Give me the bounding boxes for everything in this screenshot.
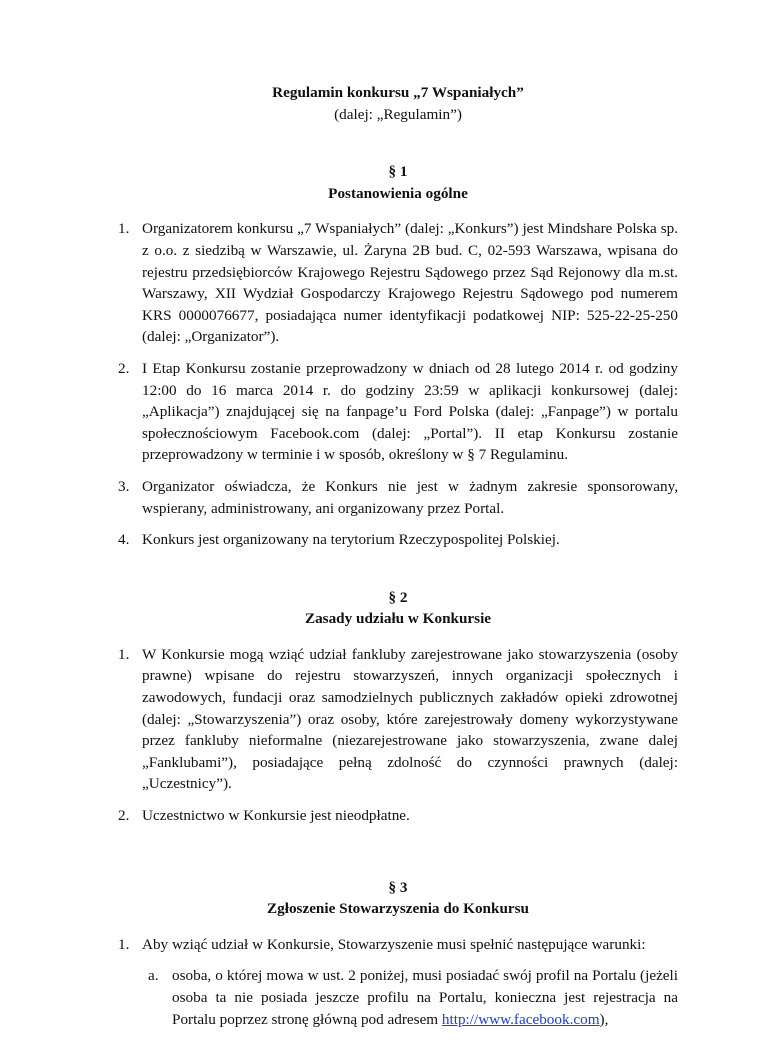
- list-item: [118, 476, 678, 519]
- section-3-list: [118, 934, 678, 1030]
- document-title: Regulamin konkursu „7 Wspaniałych”: [272, 84, 524, 101]
- section-number: § 2: [388, 588, 408, 606]
- item-number: 2.: [118, 807, 130, 825]
- item-text: Organizator oświadcza, że Konkurs nie jest w żadnym zakresie sponsorowany, wspierany, administrowany, ani organizowany przez Portal.: [142, 477, 678, 517]
- item-number: 3.: [118, 477, 130, 495]
- item-number: 4.: [118, 531, 130, 549]
- section-number: § 1: [388, 163, 408, 181]
- item-text: Aby wziąć udział w Konkursie, Stowarzyszenie musi spełnić następujące warunki:: [142, 935, 646, 953]
- facebook-link[interactable]: http://www.facebook.com: [441, 1010, 600, 1028]
- list-item: [118, 805, 678, 827]
- section-heading: Postanowienia ogólne: [328, 184, 468, 202]
- list-item: [118, 358, 678, 466]
- item-number: 1.: [118, 935, 130, 953]
- item-text: I Etap Konkursu zostanie przeprowadzony w dniach od 28 lutego 2014 r. od godziny 12:00 do 16 marca 2014 r. do godziny 23:59 w aplikacji konkursowej (dalej: „Aplikacja”) znajdującej się na fanpage’u Ford Polska (dalej: „Fanpage”) w portalu społecznościowym Facebook.com (dalej: „Portal”). II etap Konkursu zostanie przeprowadzony w terminie i w sposób, określony w § 7 Regulaminu.: [142, 359, 678, 464]
- document-page: [118, 82, 678, 1040]
- list-item: [118, 218, 678, 348]
- item-text: Uczestnictwo w Konkursie jest nieodpłatne.: [142, 807, 410, 825]
- document-header: [118, 82, 678, 125]
- item-text-end: ),: [599, 1010, 609, 1028]
- item-number: 2.: [118, 359, 130, 377]
- sub-list: [142, 965, 678, 1030]
- section-heading: Zgłoszenie Stowarzyszenia do Konkursu: [267, 900, 529, 918]
- section-heading: Zasady udziału w Konkursie: [304, 610, 492, 628]
- section-number: § 3: [388, 878, 408, 896]
- item-text: Konkurs jest organizowany na terytorium Rzeczypospolitej Polskiej.: [142, 531, 560, 549]
- item-letter: a.: [148, 967, 159, 985]
- section-3: [118, 877, 678, 1031]
- item-number: 1.: [118, 645, 130, 663]
- item-number: 1.: [118, 220, 130, 238]
- item-text: W Konkursie mogą wziąć udział fankluby zarejestrowane jako stowarzyszenia (osoby prawne) wpisane do rejestru stowarzyszeń, innych organizacji społecznych i zawodowych, fundacji oraz samodzielnych publicznych zakładów opieki zdrowotnej (dalej: „Stowarzyszenia”) oraz osoby, które zarejestrowały domeny wykorzystywane przez fankluby nieformalne (niezarejestrowane jako stowarzyszenia, zwane dalej „Fanklubami”), posiadające pełną zdolność do czynności prawnych (dalej: „Uczestnicy”).: [142, 645, 678, 793]
- sub-list-item: [148, 965, 678, 1030]
- list-item: [118, 934, 678, 1030]
- document-subtitle: (dalej: „Regulamin”): [334, 105, 462, 123]
- item-text: osoba, o której mowa w ust. 2 poniżej, musi posiadać swój profil na Portalu (jeżeli osoba ta nie posiada jeszcze profilu na Portalu, konieczna jest rejestracja na Portalu poprzez stronę główną pod adresem: [172, 967, 678, 1028]
- section-2: [118, 587, 678, 827]
- item-text: Organizatorem konkursu „7 Wspaniałych” (dalej: „Konkurs”) jest Mindshare Polska sp. z o.o. z siedzibą w Warszawie, ul. Żaryna 2B bud. C, 02-593 Warszawa, wpisana do rejestru przedsiębiorców Krajowego Rejestru Sądowego przez Sąd Rejonowy dla m.st. Warszawy, XII Wydział Gospodarczy Krajowego Rejestru Sądowego pod numerem KRS 0000076677, posiadająca numer identyfikacji podatkowej NIP: 525-22-25-250 (dalej: „Organizator”).: [142, 220, 678, 346]
- section-2-list: [118, 644, 678, 827]
- section-1: [118, 161, 678, 551]
- section-1-list: [118, 218, 678, 550]
- list-item: [118, 644, 678, 795]
- list-item: [118, 529, 678, 551]
